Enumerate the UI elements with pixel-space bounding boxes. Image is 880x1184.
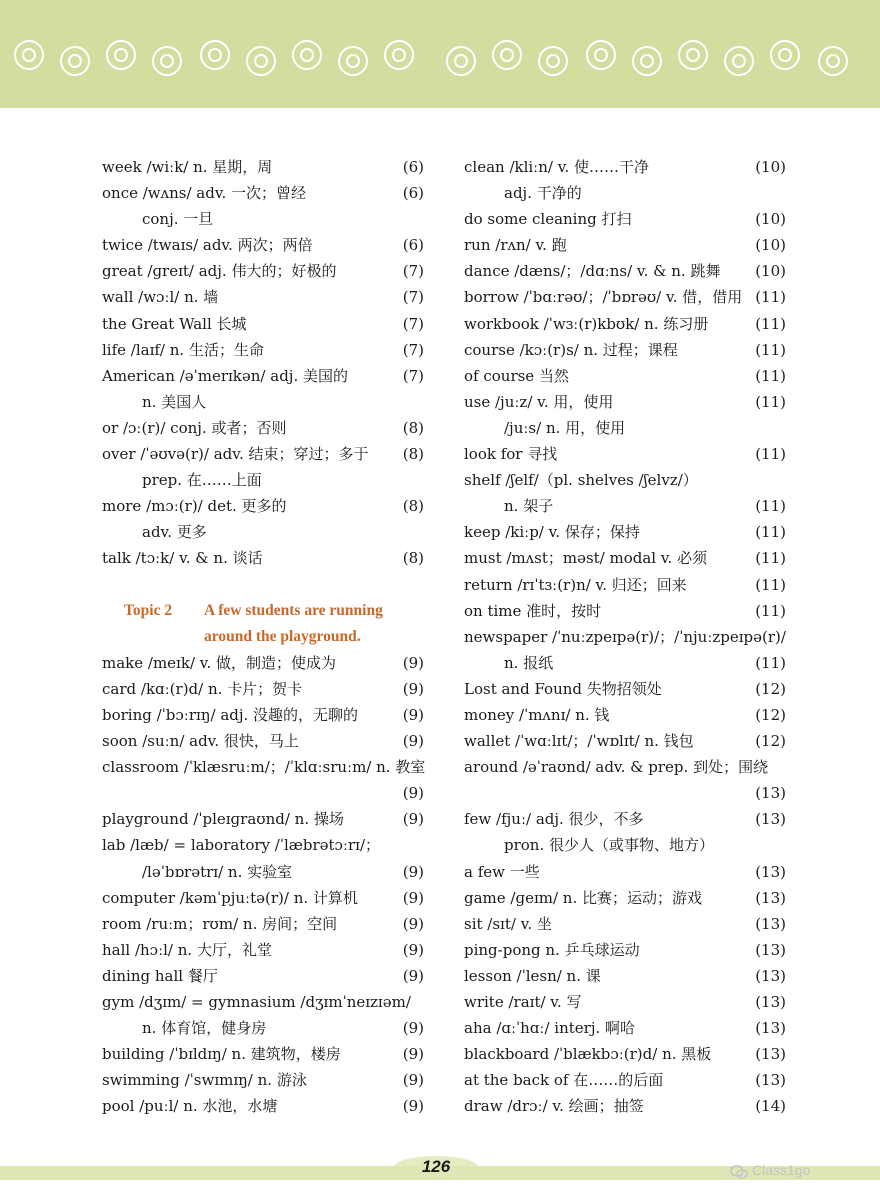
unit-number: (9) xyxy=(402,653,424,672)
vocab-text: a few 一些 xyxy=(464,862,540,881)
vocab-text: computer /kəmˈpjuːtə(r)/ n. 计算机 xyxy=(102,888,358,907)
vocab-entry xyxy=(464,859,786,885)
vocab-text: prep. 在……上面 xyxy=(142,471,262,490)
vocab-entry xyxy=(102,832,424,858)
unit-number: (12) xyxy=(755,705,786,724)
vocab-entry xyxy=(102,493,424,519)
ring-icon xyxy=(200,40,230,70)
unit-number: (10) xyxy=(755,236,786,255)
unit-number: (11) xyxy=(755,445,786,464)
vocab-entry xyxy=(464,806,786,832)
vocab-entry xyxy=(464,284,786,310)
unit-number: (8) xyxy=(402,497,424,516)
unit-number: (9) xyxy=(402,940,424,959)
vocab-text: write /raɪt/ v. 写 xyxy=(464,993,582,1011)
unit-number: (11) xyxy=(755,549,786,568)
unit-number: (13) xyxy=(755,888,786,907)
vocab-text: talk /tɔːk/ v. & n. 谈话 xyxy=(102,549,263,568)
vocab-entry xyxy=(464,467,786,493)
vocab-text: lesson /ˈlesn/ n. 课 xyxy=(464,966,601,985)
vocab-entry xyxy=(464,1093,786,1119)
vocab-entry xyxy=(102,1015,424,1041)
unit-number: (10) xyxy=(755,210,786,229)
vocab-entry xyxy=(102,859,424,885)
unit-number: (9) xyxy=(402,784,424,803)
vocab-text: adj. 干净的 xyxy=(504,184,582,203)
unit-number: (11) xyxy=(755,497,786,516)
vocab-text: classroom /ˈklæsruːm/；/ˈklɑːsruːm/ n. 教室 xyxy=(102,758,426,777)
vocab-text: run /rʌn/ v. 跑 xyxy=(464,236,567,255)
vocab-entry xyxy=(464,311,786,337)
unit-number: (9) xyxy=(402,705,424,724)
vocab-entry xyxy=(102,467,424,493)
vocab-text: gym /dʒɪm/ = gymnasium /dʒɪmˈneɪzɪəm/ xyxy=(102,993,411,1011)
vocab-text: money /ˈmʌnɪ/ n. 钱 xyxy=(464,705,610,724)
unit-number: (9) xyxy=(402,914,424,933)
vocab-entry xyxy=(464,337,786,363)
unit-number: (11) xyxy=(755,366,786,385)
ring-icon xyxy=(446,46,476,76)
vocab-entry xyxy=(464,728,786,754)
unit-number: (8) xyxy=(402,418,424,437)
vocab-entry xyxy=(102,806,424,832)
vocab-entry xyxy=(102,754,424,780)
vocab-entry xyxy=(464,519,786,545)
vocab-entry xyxy=(464,598,786,624)
unit-number: (13) xyxy=(755,862,786,881)
vocab-entry xyxy=(464,441,786,467)
topic-label: Topic 2 xyxy=(124,601,173,619)
ring-icon xyxy=(678,40,708,70)
vocab-text: pool /puːl/ n. 水池，水塘 xyxy=(102,1097,278,1116)
unit-number: (10) xyxy=(755,158,786,176)
vocab-text: clean /kliːn/ v. 使……干净 xyxy=(464,158,649,176)
unit-number: (7) xyxy=(402,262,424,281)
unit-number: (8) xyxy=(402,549,424,568)
vocab-column-right xyxy=(464,154,786,1119)
vocab-entry xyxy=(102,937,424,963)
vocab-entry xyxy=(102,780,424,806)
vocab-entry xyxy=(102,415,424,441)
unit-number: (13) xyxy=(755,1019,786,1038)
vocab-text: keep /kiːp/ v. 保存；保持 xyxy=(464,523,640,542)
unit-number: (7) xyxy=(402,288,424,307)
vocab-text: card /kɑː(r)d/ n. 卡片；贺卡 xyxy=(102,679,303,698)
vocab-text: once /wʌns/ adv. 一次；曾经 xyxy=(102,184,307,203)
vocab-text: over /ˈəʊvə(r)/ adv. 结束；穿过；多于 xyxy=(102,445,369,464)
vocab-entry xyxy=(102,389,424,415)
vocab-entry xyxy=(464,572,786,598)
vocab-text: game /ɡeɪm/ n. 比赛；运动；游戏 xyxy=(464,888,702,907)
vocab-entry xyxy=(102,963,424,989)
vocab-entry xyxy=(464,650,786,676)
vocab-text: blackboard /ˈblækbɔː(r)d/ n. 黑板 xyxy=(464,1045,712,1064)
vocab-entry xyxy=(464,415,786,441)
unit-number: (13) xyxy=(755,784,786,803)
vocab-text: dining hall 餐厅 xyxy=(102,966,218,985)
vocab-entry xyxy=(464,937,786,963)
vocab-text: do some cleaning 打扫 xyxy=(464,210,632,229)
vocab-entry xyxy=(464,180,786,206)
unit-number: (11) xyxy=(755,653,786,672)
vocab-text: building /ˈbɪldɪŋ/ n. 建筑物，楼房 xyxy=(102,1045,341,1064)
vocab-text: more /mɔː(r)/ det. 更多的 xyxy=(102,497,287,516)
vocab-text: borrow /ˈbɑːrəʊ/；/ˈbɒrəʊ/ v. 借，借用 xyxy=(464,288,743,307)
vocab-entry xyxy=(464,493,786,519)
unit-number: (9) xyxy=(402,888,424,907)
vocab-text: conj. 一旦 xyxy=(142,210,214,229)
vocab-entry xyxy=(464,885,786,911)
vocab-text: wallet /ˈwɑːlɪt/；/ˈwɒlɪt/ n. 钱包 xyxy=(464,732,694,751)
vocab-entry xyxy=(102,911,424,937)
vocab-text: the Great Wall 长城 xyxy=(102,314,247,333)
unit-number: (9) xyxy=(402,862,424,881)
vocab-text: n. 体育馆，健身房 xyxy=(142,1019,267,1038)
unit-number: (14) xyxy=(755,1097,786,1116)
vocab-text: n. 美国人 xyxy=(142,392,207,411)
vocab-text: soon /suːn/ adv. 很快，马上 xyxy=(102,732,299,751)
vocab-entry xyxy=(464,780,786,806)
ring-icon xyxy=(152,46,182,76)
vocab-entry xyxy=(102,258,424,284)
unit-number: (11) xyxy=(755,601,786,620)
vocab-text: /juːs/ n. 用，使用 xyxy=(504,418,626,437)
watermark-text: Class1go xyxy=(752,1162,811,1178)
vocab-text: or /ɔː(r)/ conj. 或者；否则 xyxy=(102,418,287,437)
ring-icon xyxy=(538,46,568,76)
ring-icon xyxy=(632,46,662,76)
vocab-text: week /wiːk/ n. 星期，周 xyxy=(102,158,273,176)
vocab-text: around /əˈraʊnd/ adv. & prep. 到处；围绕 xyxy=(464,758,769,777)
vocab-entry xyxy=(464,258,786,284)
vocab-text: lab /læb/ = laboratory /ˈlæbrətɔːrɪ/； xyxy=(102,836,381,855)
unit-number: (11) xyxy=(755,523,786,542)
vocab-entry xyxy=(464,676,786,702)
unit-number: (9) xyxy=(402,1097,424,1116)
vocab-text: room /ruːm；rʊm/ n. 房间；空间 xyxy=(102,914,338,933)
vocab-text: return /rɪˈtɜː(r)n/ v. 归还；回来 xyxy=(464,575,687,594)
vocab-text: pron. 很少人（或事物、地方） xyxy=(504,836,715,855)
ring-icon xyxy=(724,46,754,76)
unit-number: (7) xyxy=(402,314,424,333)
vocab-text: swimming /ˈswɪmɪŋ/ n. 游泳 xyxy=(102,1071,307,1090)
vocab-text: playground /ˈpleɪɡraʊnd/ n. 操场 xyxy=(102,810,344,829)
unit-number: (13) xyxy=(755,993,786,1011)
ring-icon xyxy=(292,40,322,70)
vocab-entry xyxy=(464,1067,786,1093)
unit-number: (6) xyxy=(402,236,424,255)
vocab-text: shelf /ʃelf/（pl. shelves /ʃelvz/） xyxy=(464,471,698,490)
ring-icon xyxy=(818,46,848,76)
unit-number: (9) xyxy=(402,966,424,985)
vocab-entry xyxy=(464,963,786,989)
vocab-text: at the back of 在……的后面 xyxy=(464,1071,664,1090)
vocab-entry xyxy=(102,728,424,754)
vocab-entry xyxy=(102,154,424,180)
unit-number: (9) xyxy=(402,679,424,698)
vocab-entry xyxy=(464,1015,786,1041)
ring-icon xyxy=(246,46,276,76)
unit-number: (9) xyxy=(402,810,424,829)
vocab-entry xyxy=(102,650,424,676)
vocab-entry xyxy=(464,154,786,180)
unit-number: (11) xyxy=(755,314,786,333)
vocab-text: twice /twaɪs/ adv. 两次；两倍 xyxy=(102,236,313,255)
vocab-text: adv. 更多 xyxy=(142,523,207,542)
vocab-text: n. 报纸 xyxy=(504,653,554,672)
vocab-entry xyxy=(102,519,424,545)
topic-heading xyxy=(102,624,424,650)
vocab-text: life /laɪf/ n. 生活；生命 xyxy=(102,340,264,359)
vocab-entry xyxy=(464,363,786,389)
vocab-entry xyxy=(102,1093,424,1119)
unit-number: (13) xyxy=(755,940,786,959)
unit-number: (9) xyxy=(402,1019,424,1038)
unit-number: (12) xyxy=(755,732,786,751)
unit-number: (7) xyxy=(402,366,424,385)
vocab-text: boring /ˈbɔːrɪŋ/ adj. 没趣的，无聊的 xyxy=(102,705,359,724)
vocab-entry xyxy=(464,206,786,232)
ring-icon xyxy=(492,40,522,70)
vocab-entry xyxy=(102,180,424,206)
vocab-entry xyxy=(464,389,786,415)
vocab-entry xyxy=(464,702,786,728)
unit-number: (9) xyxy=(402,1071,424,1090)
vocab-text: wall /wɔːl/ n. 墙 xyxy=(102,288,219,307)
unit-number: (9) xyxy=(402,1045,424,1064)
vocab-entry xyxy=(102,284,424,310)
vocab-text: use /juːz/ v. 用，使用 xyxy=(464,392,614,411)
topic-title: around the playground. xyxy=(204,627,361,645)
unit-number: (12) xyxy=(755,679,786,698)
vocab-text: hall /hɔːl/ n. 大厅，礼堂 xyxy=(102,940,272,959)
vocab-column-left xyxy=(102,154,424,1119)
vocab-text: look for 寻找 xyxy=(464,445,558,464)
vocab-text: draw /drɔː/ v. 绘画；抽签 xyxy=(464,1097,644,1116)
vocab-entry xyxy=(464,911,786,937)
topic-title: A few students are running xyxy=(204,601,383,619)
vocab-entry xyxy=(102,206,424,232)
vocab-entry xyxy=(464,832,786,858)
vocab-entry xyxy=(464,232,786,258)
unit-number: (11) xyxy=(755,392,786,411)
vocab-entry xyxy=(464,989,786,1015)
vocab-entry xyxy=(102,1067,424,1093)
vocab-text: great /ɡreɪt/ adj. 伟大的；好极的 xyxy=(102,262,337,281)
ring-icon xyxy=(338,46,368,76)
ring-icon xyxy=(586,40,616,70)
vocab-text: must /mʌst；məst/ modal v. 必须 xyxy=(464,549,708,568)
topic-heading xyxy=(102,598,424,624)
unit-number: (13) xyxy=(755,1045,786,1064)
unit-number: (7) xyxy=(402,340,424,359)
unit-number: (9) xyxy=(402,732,424,751)
vocab-entry xyxy=(102,337,424,363)
unit-number: (10) xyxy=(755,262,786,281)
vocab-entry xyxy=(102,702,424,728)
unit-number: (6) xyxy=(402,158,424,176)
vocab-text: Lost and Found 失物招领处 xyxy=(464,679,662,698)
vocab-text: of course 当然 xyxy=(464,366,569,385)
vocab-text: n. 架子 xyxy=(504,497,554,516)
vocab-entry xyxy=(102,232,424,258)
unit-number: (13) xyxy=(755,810,786,829)
vocab-entry xyxy=(102,885,424,911)
ring-icon xyxy=(384,40,414,70)
header-band xyxy=(0,0,880,108)
vocab-text: /ləˈbɒrətrɪ/ n. 实验室 xyxy=(142,862,293,881)
ring-icon xyxy=(106,40,136,70)
vocab-entry xyxy=(102,311,424,337)
unit-number: (13) xyxy=(755,914,786,933)
ring-icon xyxy=(14,40,44,70)
wechat-icon xyxy=(730,1164,748,1178)
vocab-entry xyxy=(464,624,786,650)
vocab-entry xyxy=(464,545,786,571)
unit-number: (13) xyxy=(755,966,786,985)
unit-number: (11) xyxy=(755,340,786,359)
unit-number: (11) xyxy=(755,575,786,594)
vocab-text: course /kɔː(r)s/ n. 过程；课程 xyxy=(464,340,678,359)
vocab-text: American /əˈmerɪkən/ adj. 美国的 xyxy=(102,366,348,385)
vocab-text: sit /sɪt/ v. 坐 xyxy=(464,914,552,933)
vocab-text: make /meɪk/ v. 做，制造；使成为 xyxy=(102,653,336,672)
vocab-entry xyxy=(102,441,424,467)
vocab-entry xyxy=(102,363,424,389)
unit-number: (6) xyxy=(402,184,424,203)
ring-icon xyxy=(770,40,800,70)
vocab-text: ping-pong n. 乒乓球运动 xyxy=(464,940,640,959)
unit-number: (13) xyxy=(755,1071,786,1090)
unit-number: (11) xyxy=(755,288,786,307)
vocab-text: aha /ɑːˈhɑː/ interj. 啊哈 xyxy=(464,1019,636,1038)
decorative-rings xyxy=(0,36,880,86)
vocab-entry xyxy=(102,545,424,571)
vocab-entry xyxy=(464,1041,786,1067)
ring-icon xyxy=(60,46,90,76)
vocab-text: few /fjuː/ adj. 很少，不多 xyxy=(464,810,644,829)
vocab-text: workbook /ˈwɜː(r)kbʊk/ n. 练习册 xyxy=(464,314,709,333)
vocab-entry xyxy=(102,676,424,702)
vocab-entry xyxy=(102,989,424,1015)
page-number: 126 xyxy=(386,1152,486,1182)
vocab-entry xyxy=(102,572,424,598)
vocab-text: newspaper /ˈnuːzpeɪpə(r)/；/ˈnjuːzpeɪpə(r)/ xyxy=(464,627,786,646)
unit-number: (8) xyxy=(402,445,424,464)
watermark xyxy=(730,1160,870,1180)
vocab-entry xyxy=(464,754,786,780)
vocab-text: on time 准时，按时 xyxy=(464,601,602,620)
vocab-text: dance /dæns/；/dɑːns/ v. & n. 跳舞 xyxy=(464,262,721,281)
vocab-entry xyxy=(102,1041,424,1067)
